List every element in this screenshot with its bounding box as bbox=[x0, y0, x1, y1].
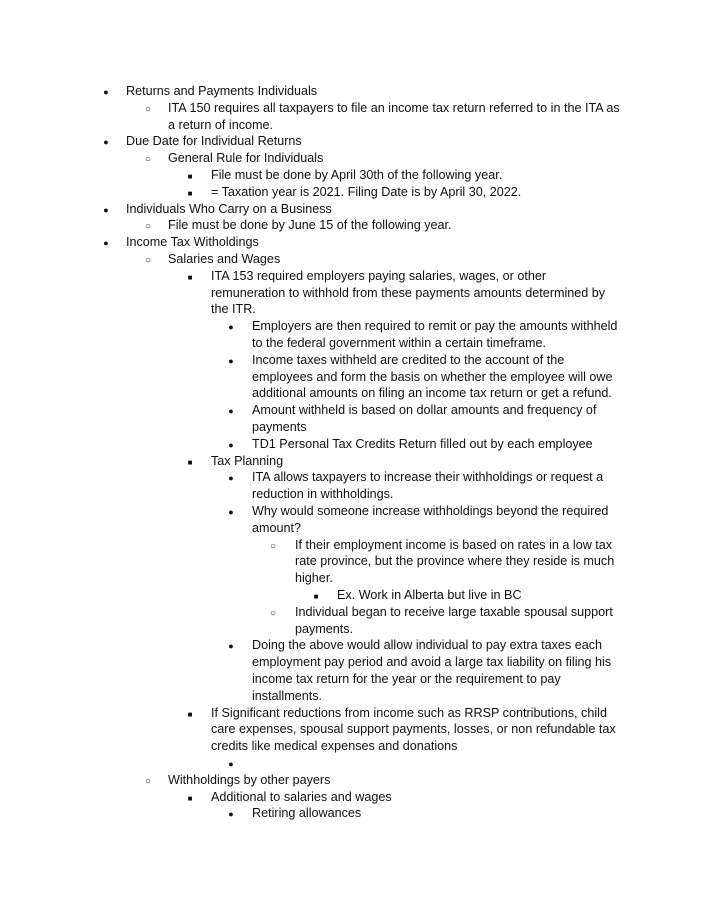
list-item-text: Due Date for Individual Returns bbox=[126, 134, 302, 149]
list-item-text: If their employment income is based on rates in a low tax bbox=[295, 537, 613, 552]
list-item bbox=[252, 637, 611, 704]
list-item bbox=[252, 469, 603, 503]
list-item-text: Employers are then required to remit or pay the amounts withheld bbox=[252, 319, 618, 334]
list-item bbox=[211, 268, 605, 318]
list-bullet-square bbox=[183, 789, 197, 808]
list-bullet-disc bbox=[224, 402, 238, 420]
list-item-text: the ITR. bbox=[211, 302, 256, 317]
list-item-text: Why would someone increase withholdings beyond the required bbox=[252, 504, 609, 518]
list-bullet-disc bbox=[224, 503, 238, 521]
list-item bbox=[252, 318, 617, 352]
list-item bbox=[295, 604, 613, 638]
list-item-text: amount? bbox=[252, 520, 302, 535]
list-item bbox=[168, 217, 452, 234]
list-item-text: installments. bbox=[252, 688, 322, 703]
list-item bbox=[252, 805, 361, 822]
list-item bbox=[126, 234, 259, 251]
list-item bbox=[126, 201, 332, 218]
list-bullet-circle bbox=[141, 251, 155, 270]
list-item-text: Amount withheld is based on dollar amounts and frequency of bbox=[252, 403, 597, 418]
list-item-text: ITA 150 requires all taxpayers to file an income tax return referred to in the ITA as bbox=[168, 100, 620, 115]
list-item-text: Individual began to receive large taxable spousal support bbox=[295, 604, 613, 619]
list-item-text: Doing the above would allow individual to pay extra taxes each bbox=[252, 638, 603, 653]
list-bullet-circle bbox=[141, 772, 155, 791]
list-bullet-disc bbox=[224, 755, 238, 773]
list-item bbox=[337, 587, 522, 604]
list-item bbox=[252, 402, 596, 436]
list-item bbox=[168, 150, 323, 167]
list-bullet-square bbox=[183, 268, 197, 287]
list-bullet-disc bbox=[224, 318, 238, 336]
list-item bbox=[211, 453, 283, 470]
list-item-text: Salaries and Wages bbox=[168, 252, 281, 266]
list-item-text: TD1 Personal Tax Credits Return filled out by each employee bbox=[252, 436, 593, 451]
list-item-text: Retiring allowances bbox=[252, 806, 362, 821]
list-item-text: ITA 153 required employers paying salaries, wages, or other bbox=[211, 268, 547, 283]
list-bullet-disc bbox=[224, 805, 238, 823]
list-bullet-square bbox=[183, 453, 197, 472]
list-item bbox=[211, 789, 392, 806]
list-item-text: Tax Planning bbox=[211, 453, 284, 468]
list-item-text: Withholdings by other payers bbox=[168, 772, 331, 787]
list-item bbox=[126, 83, 317, 100]
list-bullet-disc bbox=[224, 352, 238, 370]
list-item-text: Additional to salaries and wages bbox=[211, 789, 392, 804]
list-item-text: additional amounts on filing an income tax return or get a refund. bbox=[252, 386, 612, 401]
list-item-text: rate province, but the province where they reside is much bbox=[295, 554, 615, 569]
list-item-text: If Significant reductions from income such as RRSP contributions, child bbox=[211, 705, 607, 720]
list-item bbox=[295, 537, 614, 587]
list-item-text: Income Tax Witholdings bbox=[126, 235, 259, 250]
list-item-text: File must be done by June 15 of the following year. bbox=[168, 218, 452, 233]
list-item-text: payments bbox=[252, 419, 307, 434]
list-item-text: ITA allows taxpayers to increase their withholdings or request a bbox=[252, 470, 604, 485]
list-item-text: higher. bbox=[295, 571, 333, 586]
list-item-text: care expenses, spousal support payments, losses, or non refundable tax bbox=[211, 722, 616, 737]
list-item-text: income tax return for the year or the requirement to pay bbox=[252, 671, 561, 686]
list-item-text: General Rule for Individuals bbox=[168, 151, 324, 166]
list-bullet-disc bbox=[99, 201, 113, 219]
list-item bbox=[252, 436, 593, 453]
list-bullet-disc bbox=[99, 234, 113, 252]
list-bullet-disc bbox=[99, 83, 113, 101]
list-item bbox=[168, 100, 620, 134]
list-item bbox=[211, 167, 502, 184]
list-item-text: Ex. Work in Alberta but live in BC bbox=[337, 588, 522, 602]
list-item-text: credits like medical expenses and donations bbox=[211, 739, 458, 754]
list-item-text: = Taxation year is 2021. Filing Date is by April 30, 2022. bbox=[211, 184, 522, 199]
list-item bbox=[252, 503, 608, 537]
list-item bbox=[211, 184, 521, 201]
list-item bbox=[252, 352, 613, 402]
list-bullet-square bbox=[183, 705, 197, 724]
list-item-text: remuneration to withhold from these payments amounts determined by bbox=[211, 285, 606, 300]
list-item bbox=[168, 251, 280, 268]
list-item-text: employment pay period and avoid a large tax liability on filing his bbox=[252, 655, 612, 670]
list-item-text: File must be done by April 30th of the following year. bbox=[211, 168, 503, 182]
list-bullet-circle bbox=[266, 537, 280, 556]
list-item-text: Individuals Who Carry on a Business bbox=[126, 201, 332, 216]
list-item bbox=[211, 705, 616, 755]
list-item-text: Returns and Payments Individuals bbox=[126, 84, 318, 98]
list-bullet-circle bbox=[141, 150, 155, 169]
list-item-text: Income taxes withheld are credited to the account of the bbox=[252, 352, 565, 367]
list-item-text: reduction in withholdings. bbox=[252, 487, 394, 502]
list-item-text: a return of income. bbox=[168, 117, 273, 132]
list-item-text: to the federal government within a certain timeframe. bbox=[252, 335, 546, 350]
list-bullet-disc bbox=[224, 436, 238, 454]
list-item bbox=[168, 772, 330, 789]
list-item bbox=[126, 133, 302, 150]
list-bullet-disc bbox=[99, 133, 113, 151]
list-item-text: employees and form the basis on whether the employee will owe bbox=[252, 369, 613, 384]
list-bullet-circle bbox=[266, 604, 280, 623]
list-bullet-disc bbox=[224, 637, 238, 655]
list-bullet-disc bbox=[224, 469, 238, 487]
list-item-text: payments. bbox=[295, 621, 354, 636]
list-bullet-circle bbox=[141, 100, 155, 119]
